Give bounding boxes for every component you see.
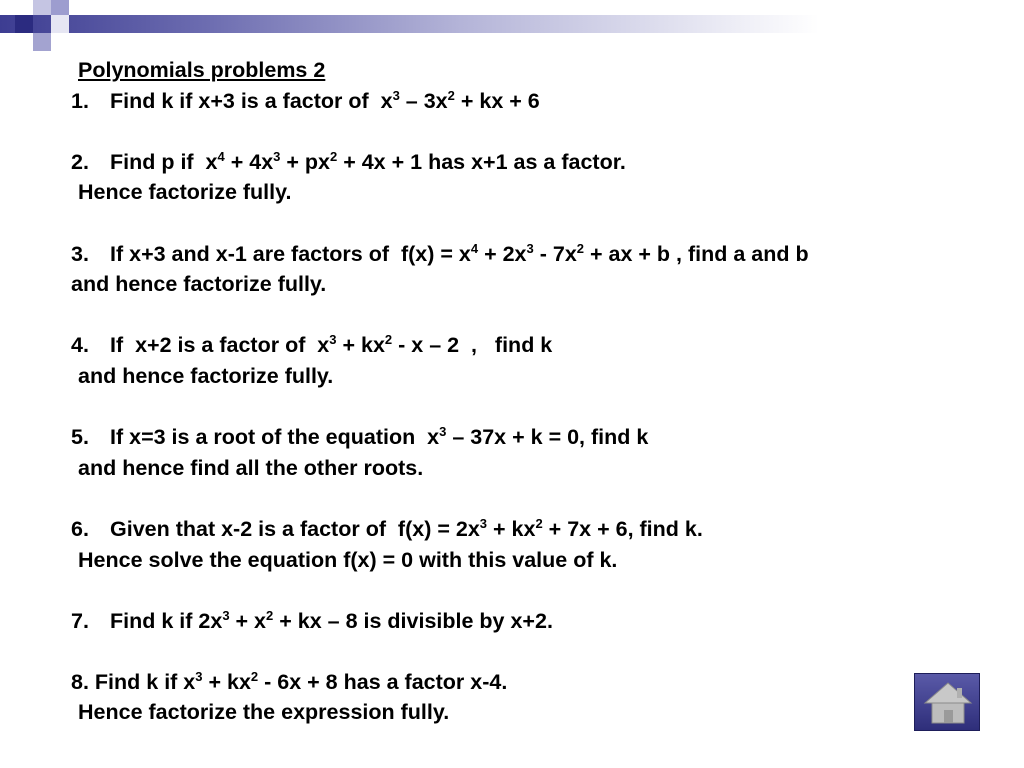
problem-number: 8. — [71, 669, 89, 694]
problem-4: 4. If x+2 is a factor of $x^3 + kx^2 - x - 2$ , find k — [71, 330, 971, 361]
problem-6-continuation: Hence solve the equation f(x) = 0 with this value of k. — [78, 547, 618, 572]
problem-5: 5. If x=3 is a root of the equation $x^3 - 37x + k = 0$, find k — [71, 422, 971, 453]
blank-line — [71, 483, 971, 514]
problem-3-continuation: and hence factorize fully. — [71, 272, 327, 297]
home-button[interactable] — [914, 673, 980, 731]
problem-number: 5. — [71, 425, 89, 450]
problem-number: 1. — [71, 88, 89, 113]
page-title: Polynomials problems 2 — [78, 58, 326, 82]
problem-2: 2. Find p if $x^4 + 4x^3 + px^2 + 4x + 1$ has x+1 as a factor. — [71, 147, 971, 178]
blank-line — [71, 392, 971, 423]
problem-6: 6. Given that x-2 is a factor of $f(x) = 2x^3 + kx^2 + 7x + 6$, find k. — [71, 514, 971, 545]
problem-8-continuation: Hence factorize the expression fully. — [78, 700, 450, 725]
header-square-5 — [51, 15, 69, 33]
header-square-3 — [51, 0, 69, 15]
blank-line — [71, 116, 971, 147]
problem-number: 4. — [71, 333, 89, 358]
problem-number: 7. — [71, 608, 89, 633]
problem-3: 3. If x+3 and x-1 are factors of $f(x) = x^4 + 2x^3 - 7x^2$ + ax + b , find a and b — [71, 239, 971, 270]
problem-number: 6. — [71, 516, 89, 541]
problem-1: 1. Find k if x+3 is a factor of $x^3 - 3x^2$ + kx + 6 — [71, 86, 971, 117]
problem-2-continuation: Hence factorize fully. — [78, 180, 292, 205]
problem-4-continuation: and hence factorize fully. — [78, 363, 334, 388]
problem-7: 7. Find k if $2x^3 + x^2$ + kx – 8 is divisible by x+2. — [71, 606, 971, 637]
problem-8: 8. Find k if $x^3 + kx^2 - 6x + 8$ has a factor x-4. — [71, 668, 508, 694]
problem-number: 2. — [71, 149, 89, 174]
blank-line — [71, 575, 971, 606]
problem-list — [71, 55, 971, 728]
blank-line — [71, 636, 971, 667]
problem-5-continuation: and hence find all the other roots. — [78, 455, 424, 480]
blank-line — [71, 208, 971, 239]
blank-line — [71, 300, 971, 331]
header-gradient-bar — [0, 15, 1024, 33]
home-icon — [922, 679, 974, 727]
header-square-1 — [15, 15, 33, 33]
header-square-2 — [33, 0, 51, 15]
header-square-4 — [33, 33, 51, 51]
problem-number: 3. — [71, 241, 89, 266]
